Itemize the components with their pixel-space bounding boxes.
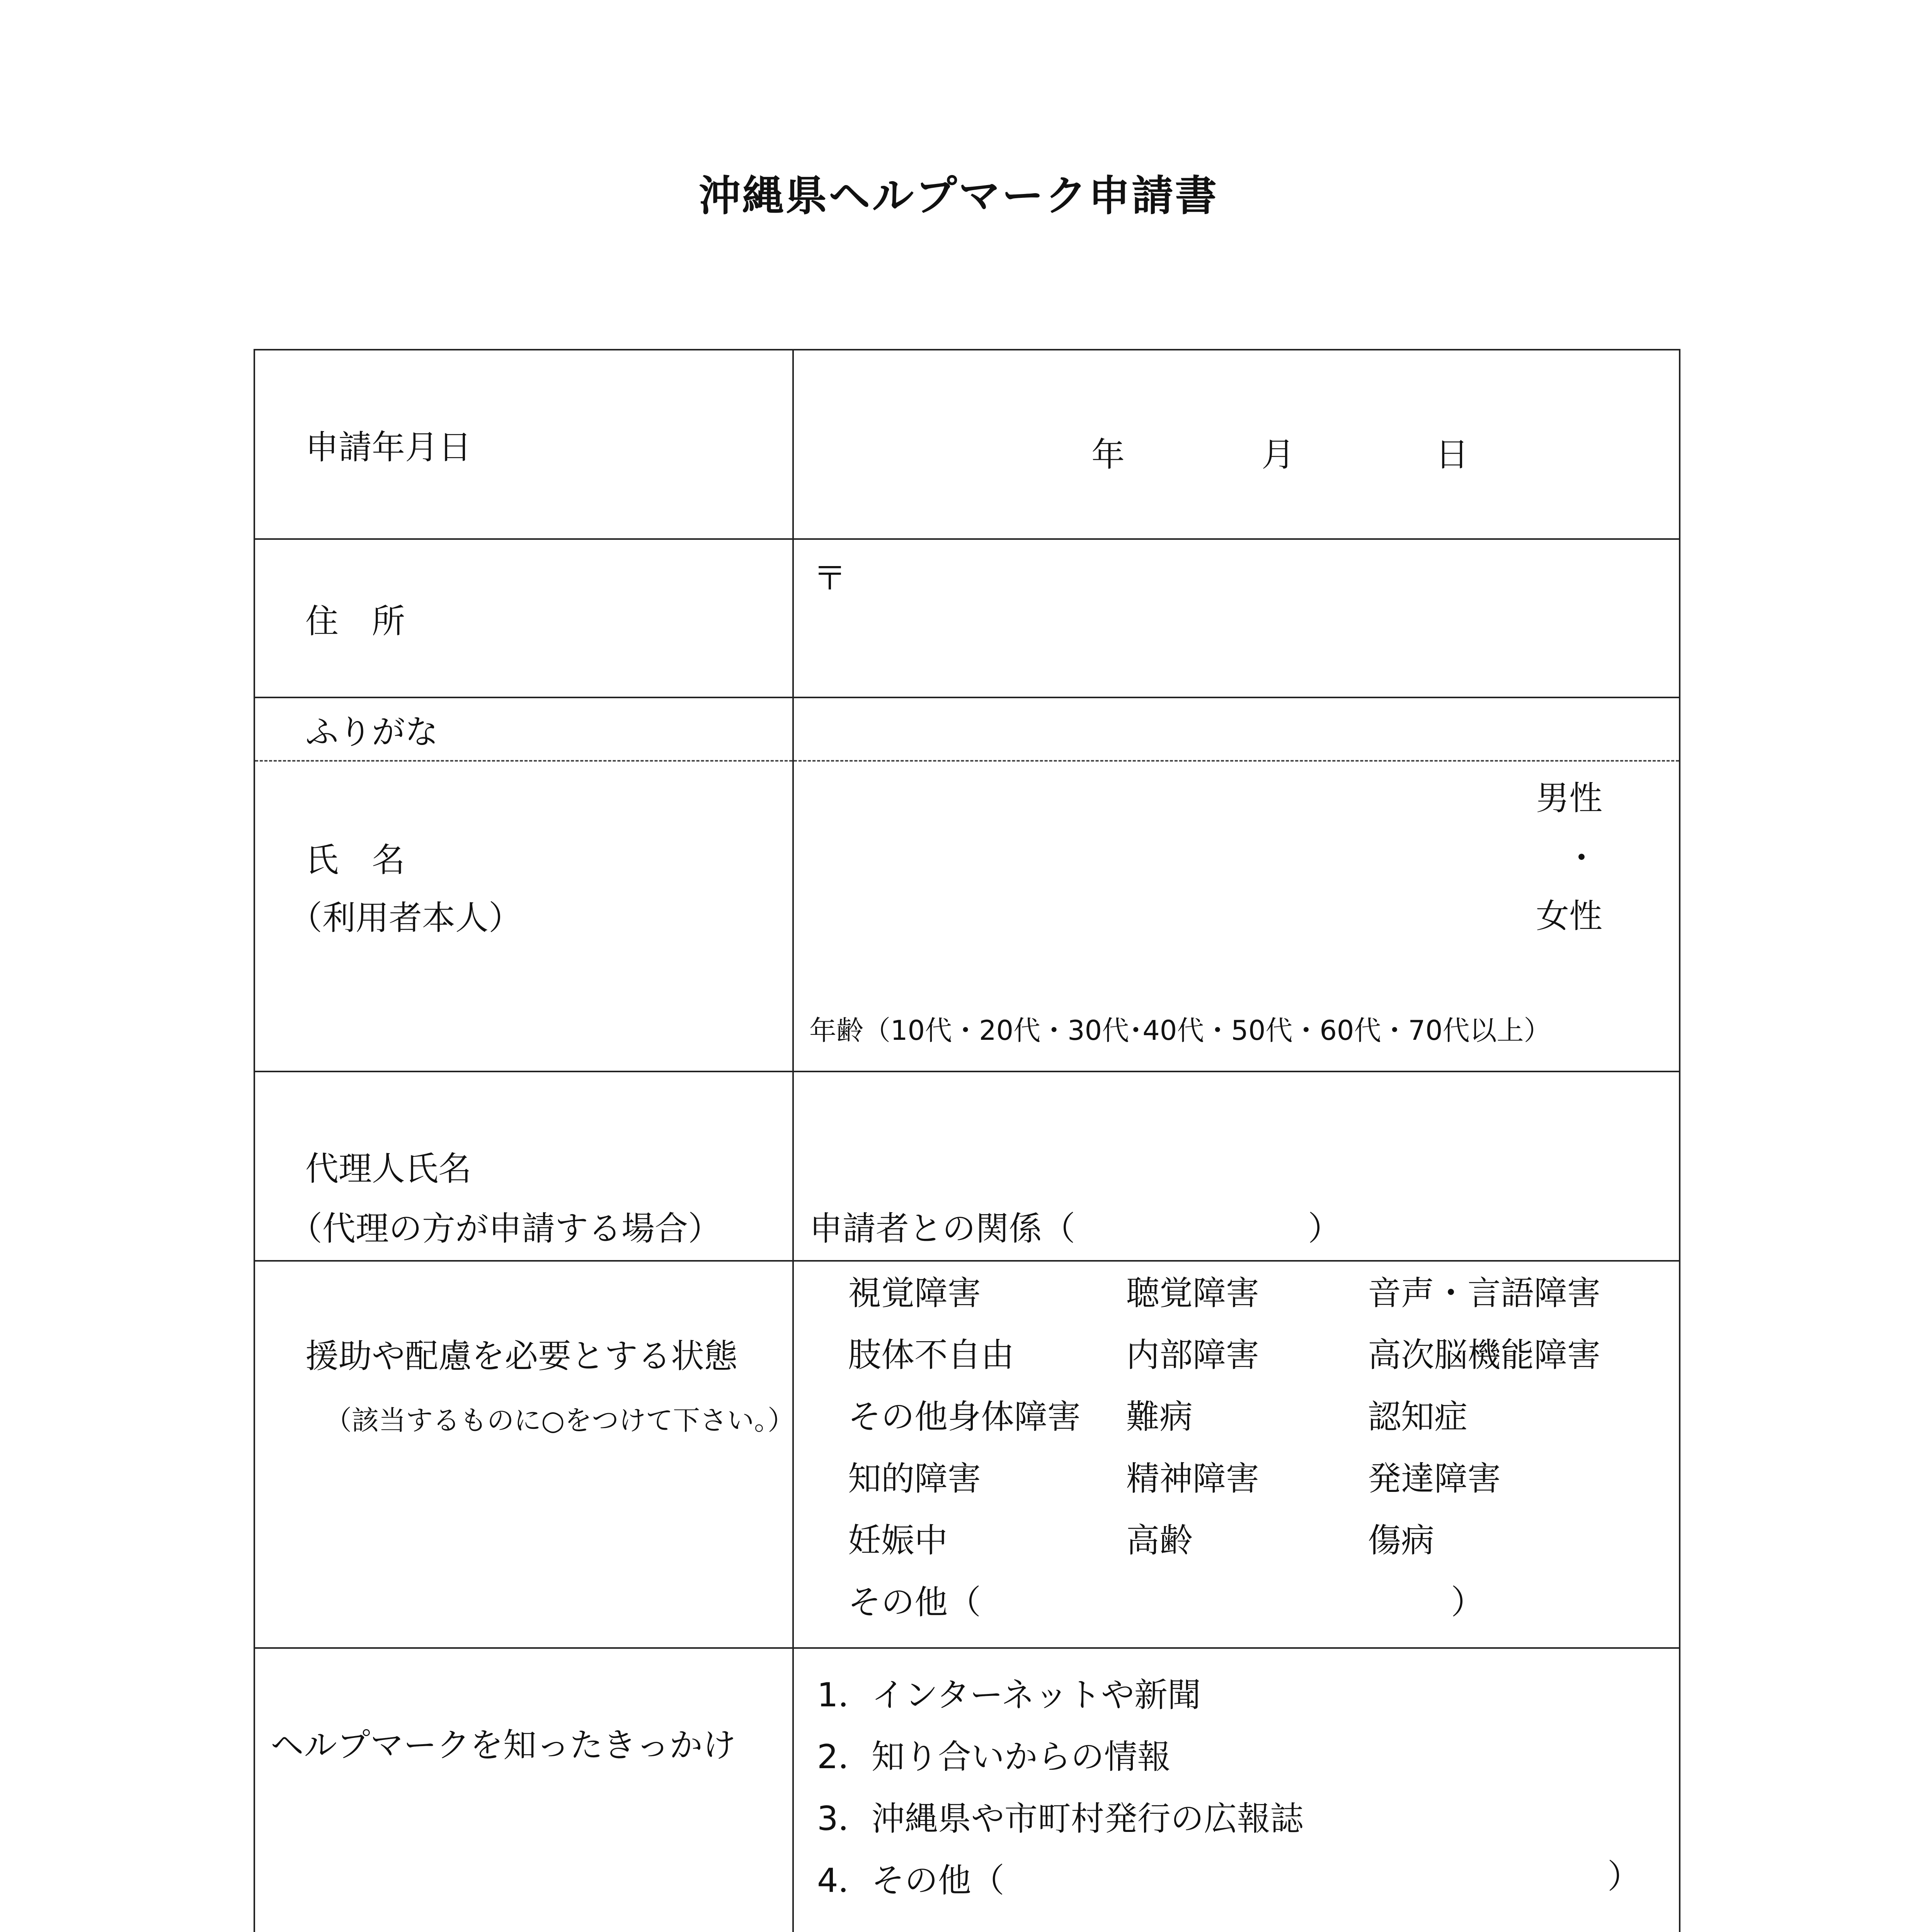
name-label-cell <box>254 761 793 1071</box>
knowledge-option[interactable]: 4．その他（ <box>817 1861 1004 1900</box>
knowledge-option[interactable]: 1．インターネットや新聞 <box>817 1676 1201 1714</box>
proxy-input-cell[interactable] <box>793 1071 1680 1261</box>
condition-option[interactable]: 精神障害 <box>1126 1459 1259 1498</box>
proxy-row <box>254 1071 1680 1261</box>
name-label: 氏 名 <box>305 841 405 879</box>
gender-male-option[interactable]: 男性 <box>1536 779 1602 818</box>
knowledge-label: ヘルプマークを知ったきっかけ <box>271 1726 736 1765</box>
date-row <box>254 350 1680 539</box>
condition-option[interactable]: 難病 <box>1126 1398 1193 1436</box>
address-input-cell[interactable] <box>793 539 1680 697</box>
month-label: 月 <box>1262 435 1295 474</box>
year-label: 年 <box>1091 435 1125 474</box>
date-label-cell <box>254 350 793 539</box>
condition-option[interactable]: 認知症 <box>1368 1398 1468 1436</box>
furigana-row <box>254 697 1680 761</box>
condition-option[interactable]: 妊娠中 <box>848 1521 948 1560</box>
knowledge-other-close: ） <box>1607 1857 1641 1896</box>
condition-option[interactable]: その他身体障害 <box>848 1398 1081 1436</box>
age-options[interactable]: 年齢（10代・20代・30代･40代・50代・60代・70代以上） <box>809 1015 1551 1046</box>
proxy-sublabel: （代理の方が申請する場合） <box>289 1209 721 1248</box>
condition-option[interactable]: 音声・言語障害 <box>1368 1274 1600 1313</box>
name-sublabel: （利用者本人） <box>289 899 522 937</box>
address-label: 住 所 <box>305 602 405 641</box>
condition-label-cell <box>254 1261 793 1648</box>
form-title: 沖縄県ヘルプマーク申請書 <box>698 172 1218 220</box>
condition-option[interactable]: 視覚障害 <box>848 1274 981 1313</box>
condition-other-option[interactable]: その他（ <box>848 1583 981 1622</box>
postal-mark: 〒 <box>813 559 846 598</box>
condition-option[interactable]: 発達障害 <box>1368 1459 1501 1498</box>
application-form-table <box>254 349 1680 1932</box>
furigana-label-cell <box>254 697 793 761</box>
knowledge-options <box>817 1664 1304 1912</box>
gender-separator: ・ <box>1565 839 1598 878</box>
furigana-label: ふりがな <box>305 713 438 752</box>
condition-option[interactable]: 傷病 <box>1368 1521 1434 1560</box>
condition-option[interactable]: 知的障害 <box>848 1459 981 1498</box>
condition-row <box>254 1261 1680 1648</box>
condition-option[interactable]: 高次脳機能障害 <box>1368 1336 1600 1374</box>
condition-option[interactable]: 内部障害 <box>1126 1336 1259 1374</box>
name-row <box>254 761 1680 1071</box>
date-input-cell[interactable] <box>793 350 1680 539</box>
furigana-input-cell[interactable] <box>793 697 1680 761</box>
condition-option[interactable]: 高齢 <box>1126 1521 1193 1560</box>
knowledge-label-cell <box>254 1648 793 1932</box>
address-label-cell <box>254 539 793 697</box>
name-input-cell[interactable] <box>793 761 1680 1071</box>
knowledge-row <box>254 1648 1680 1932</box>
knowledge-option[interactable]: 3．沖縄県や市町村発行の広報誌 <box>817 1799 1304 1838</box>
knowledge-option[interactable]: 2．知り合いからの情報 <box>817 1738 1171 1776</box>
relation-field[interactable]: 申請者との関係（ ） <box>809 1209 1341 1248</box>
condition-option[interactable]: 聴覚障害 <box>1126 1274 1259 1313</box>
condition-options-cell <box>793 1261 1680 1648</box>
condition-other-close: ） <box>1451 1583 1484 1622</box>
proxy-label-cell <box>254 1071 793 1261</box>
date-label: 申請年月日 <box>305 428 472 467</box>
condition-label: 援助や配慮を必要とする状態 <box>305 1337 737 1376</box>
knowledge-options-cell <box>793 1648 1680 1932</box>
address-row <box>254 539 1680 697</box>
condition-sublabel: （該当するものに○をつけて下さい。） <box>325 1405 795 1436</box>
day-label: 日 <box>1435 435 1469 474</box>
condition-option[interactable]: 肢体不自由 <box>848 1336 1014 1374</box>
proxy-label: 代理人氏名 <box>305 1150 472 1188</box>
gender-female-option[interactable]: 女性 <box>1536 897 1602 935</box>
